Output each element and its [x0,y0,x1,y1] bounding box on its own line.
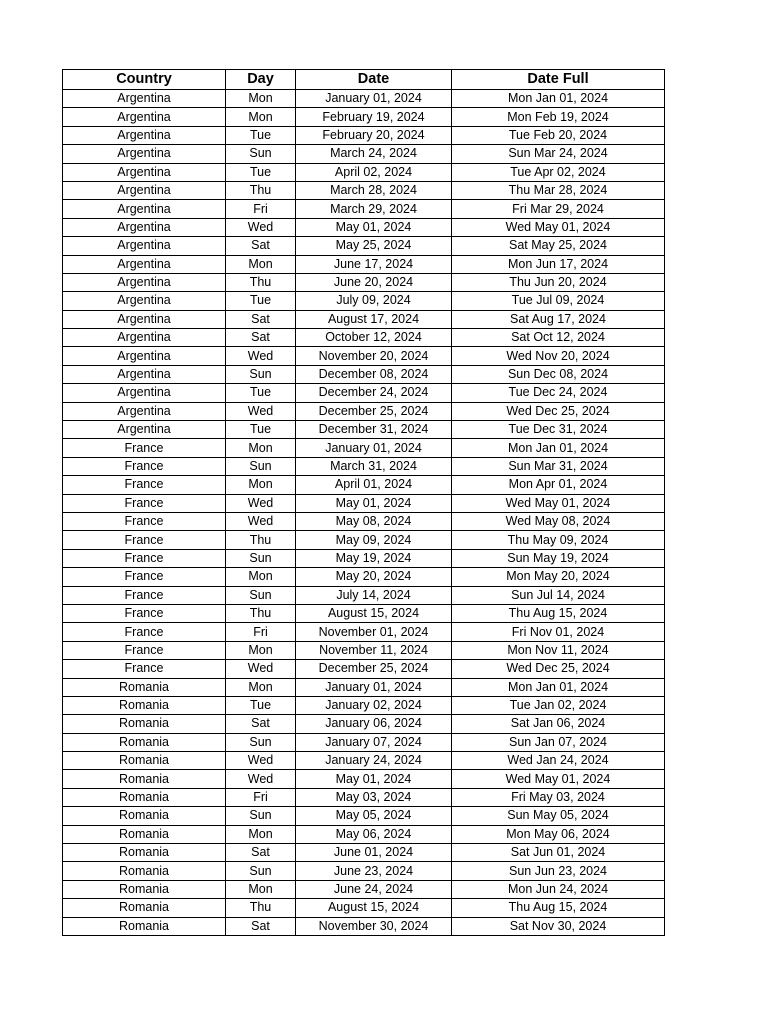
table-row [63,678,665,696]
cell-country: Argentina [63,329,226,347]
cell-day: Wed [226,770,296,788]
table-row [63,586,665,604]
cell-country: France [63,457,226,475]
cell-date: June 24, 2024 [296,880,452,898]
cell-date: May 19, 2024 [296,549,452,567]
cell-date: May 03, 2024 [296,788,452,806]
table-row [63,862,665,880]
cell-date: June 01, 2024 [296,844,452,862]
table-row [63,531,665,549]
cell-day: Fri [226,623,296,641]
cell-country: Argentina [63,310,226,328]
cell-date: January 01, 2024 [296,90,452,108]
cell-date-full: Thu Jun 20, 2024 [452,273,665,291]
cell-date: June 20, 2024 [296,273,452,291]
table-row [63,329,665,347]
cell-country: Argentina [63,273,226,291]
table-row [63,604,665,622]
header-country: Country [63,70,226,90]
cell-date-full: Tue Dec 24, 2024 [452,384,665,402]
cell-day: Mon [226,439,296,457]
cell-date-full: Fri May 03, 2024 [452,788,665,806]
table-row [63,255,665,273]
cell-day: Sat [226,715,296,733]
cell-date-full: Wed Dec 25, 2024 [452,402,665,420]
cell-date-full: Tue Apr 02, 2024 [452,163,665,181]
cell-country: Argentina [63,145,226,163]
cell-date-full: Sun Dec 08, 2024 [452,365,665,383]
cell-date-full: Sat Jan 06, 2024 [452,715,665,733]
table-row [63,402,665,420]
cell-date: May 01, 2024 [296,218,452,236]
cell-date-full: Tue Jul 09, 2024 [452,292,665,310]
table-row [63,90,665,108]
cell-country: Romania [63,696,226,714]
cell-date-full: Sun Jan 07, 2024 [452,733,665,751]
cell-country: France [63,660,226,678]
table-row [63,696,665,714]
cell-day: Mon [226,108,296,126]
cell-country: Argentina [63,163,226,181]
cell-country: Romania [63,825,226,843]
cell-country: France [63,512,226,530]
cell-country: France [63,641,226,659]
cell-country: France [63,531,226,549]
cell-date-full: Tue Jan 02, 2024 [452,696,665,714]
cell-day: Sat [226,237,296,255]
cell-day: Wed [226,402,296,420]
table-row [63,641,665,659]
table-row [63,200,665,218]
cell-country: Romania [63,844,226,862]
cell-date: January 01, 2024 [296,439,452,457]
cell-country: Romania [63,899,226,917]
cell-day: Mon [226,825,296,843]
table-row [63,549,665,567]
cell-date-full: Sun May 19, 2024 [452,549,665,567]
cell-day: Sun [226,457,296,475]
cell-day: Tue [226,292,296,310]
cell-date-full: Sun Jul 14, 2024 [452,586,665,604]
cell-country: Argentina [63,218,226,236]
table-row [63,181,665,199]
holiday-table [62,69,665,936]
cell-date: December 25, 2024 [296,402,452,420]
table-row [63,384,665,402]
cell-date-full: Sat Aug 17, 2024 [452,310,665,328]
cell-date-full: Wed May 08, 2024 [452,512,665,530]
cell-date-full: Mon May 06, 2024 [452,825,665,843]
cell-date-full: Mon Apr 01, 2024 [452,476,665,494]
cell-date: January 24, 2024 [296,752,452,770]
cell-date-full: Mon May 20, 2024 [452,568,665,586]
cell-date-full: Thu Aug 15, 2024 [452,604,665,622]
table-row [63,292,665,310]
cell-country: France [63,568,226,586]
cell-date: December 08, 2024 [296,365,452,383]
cell-day: Mon [226,90,296,108]
cell-date: March 31, 2024 [296,457,452,475]
cell-country: Argentina [63,237,226,255]
cell-day: Sun [226,733,296,751]
cell-country: Romania [63,733,226,751]
table-row [63,623,665,641]
cell-date-full: Wed Jan 24, 2024 [452,752,665,770]
cell-country: Argentina [63,108,226,126]
table-row [63,752,665,770]
cell-day: Sun [226,807,296,825]
table-row [63,494,665,512]
table-row [63,512,665,530]
table-row [63,126,665,144]
cell-day: Sat [226,310,296,328]
cell-date-full: Mon Nov 11, 2024 [452,641,665,659]
cell-day: Sat [226,844,296,862]
cell-day: Fri [226,788,296,806]
cell-date: May 01, 2024 [296,494,452,512]
cell-date-full: Tue Feb 20, 2024 [452,126,665,144]
cell-country: France [63,549,226,567]
table-row [63,880,665,898]
cell-date-full: Wed Nov 20, 2024 [452,347,665,365]
cell-date: May 01, 2024 [296,770,452,788]
cell-day: Thu [226,531,296,549]
header-date: Date [296,70,452,90]
cell-day: Fri [226,200,296,218]
cell-country: Romania [63,770,226,788]
cell-country: Romania [63,880,226,898]
cell-country: Romania [63,788,226,806]
table-row [63,108,665,126]
cell-date-full: Sun Jun 23, 2024 [452,862,665,880]
cell-date: March 24, 2024 [296,145,452,163]
cell-date: August 17, 2024 [296,310,452,328]
cell-date: May 06, 2024 [296,825,452,843]
cell-date: January 02, 2024 [296,696,452,714]
cell-day: Thu [226,181,296,199]
cell-day: Thu [226,604,296,622]
cell-date-full: Sun Mar 24, 2024 [452,145,665,163]
cell-date: December 31, 2024 [296,421,452,439]
cell-date: July 14, 2024 [296,586,452,604]
table-row [63,917,665,935]
cell-date-full: Sat Jun 01, 2024 [452,844,665,862]
table-row [63,770,665,788]
table-row [63,715,665,733]
cell-day: Mon [226,476,296,494]
cell-country: Argentina [63,255,226,273]
cell-date-full: Wed May 01, 2024 [452,494,665,512]
cell-date: February 19, 2024 [296,108,452,126]
cell-country: Argentina [63,421,226,439]
table-row [63,844,665,862]
table-row [63,310,665,328]
table-body [63,90,665,936]
cell-day: Wed [226,752,296,770]
cell-date: June 23, 2024 [296,862,452,880]
table-row [63,733,665,751]
cell-country: France [63,586,226,604]
cell-date: April 02, 2024 [296,163,452,181]
table-row [63,807,665,825]
cell-country: Argentina [63,402,226,420]
cell-country: Argentina [63,181,226,199]
cell-day: Sun [226,365,296,383]
cell-country: Romania [63,752,226,770]
cell-date-full: Tue Dec 31, 2024 [452,421,665,439]
cell-country: France [63,623,226,641]
cell-date: October 12, 2024 [296,329,452,347]
cell-day: Sat [226,329,296,347]
cell-date-full: Wed Dec 25, 2024 [452,660,665,678]
cell-country: France [63,439,226,457]
cell-day: Tue [226,696,296,714]
cell-date-full: Mon Jan 01, 2024 [452,678,665,696]
cell-date-full: Wed May 01, 2024 [452,770,665,788]
cell-day: Wed [226,660,296,678]
cell-day: Wed [226,512,296,530]
cell-date: November 11, 2024 [296,641,452,659]
table-row [63,365,665,383]
cell-date-full: Wed May 01, 2024 [452,218,665,236]
cell-date-full: Sat Nov 30, 2024 [452,917,665,935]
cell-country: Romania [63,917,226,935]
cell-date: November 20, 2024 [296,347,452,365]
table-row [63,421,665,439]
cell-date: November 30, 2024 [296,917,452,935]
cell-country: France [63,494,226,512]
cell-date: August 15, 2024 [296,604,452,622]
cell-date-full: Mon Feb 19, 2024 [452,108,665,126]
table-row [63,273,665,291]
cell-date-full: Mon Jun 17, 2024 [452,255,665,273]
table-row [63,788,665,806]
cell-country: Argentina [63,292,226,310]
cell-date-full: Sat Oct 12, 2024 [452,329,665,347]
cell-day: Thu [226,899,296,917]
cell-day: Sun [226,862,296,880]
table-row [63,237,665,255]
table-row [63,660,665,678]
cell-day: Mon [226,568,296,586]
cell-day: Tue [226,126,296,144]
cell-date-full: Sun Mar 31, 2024 [452,457,665,475]
cell-day: Sun [226,586,296,604]
cell-country: Argentina [63,200,226,218]
cell-date-full: Sun May 05, 2024 [452,807,665,825]
cell-date: March 28, 2024 [296,181,452,199]
cell-day: Wed [226,494,296,512]
cell-country: Argentina [63,384,226,402]
cell-date: May 09, 2024 [296,531,452,549]
cell-date: August 15, 2024 [296,899,452,917]
table-row [63,218,665,236]
cell-date-full: Fri Mar 29, 2024 [452,200,665,218]
cell-date: January 06, 2024 [296,715,452,733]
cell-date: February 20, 2024 [296,126,452,144]
cell-date: May 05, 2024 [296,807,452,825]
header-day: Day [226,70,296,90]
table-row [63,347,665,365]
cell-day: Tue [226,421,296,439]
cell-country: France [63,476,226,494]
cell-date: May 08, 2024 [296,512,452,530]
table-row [63,163,665,181]
cell-day: Mon [226,678,296,696]
cell-day: Tue [226,384,296,402]
cell-country: France [63,604,226,622]
cell-date: June 17, 2024 [296,255,452,273]
cell-day: Mon [226,255,296,273]
cell-country: Romania [63,715,226,733]
table-row [63,145,665,163]
cell-day: Sun [226,145,296,163]
cell-country: Romania [63,862,226,880]
cell-country: Romania [63,678,226,696]
cell-day: Wed [226,218,296,236]
cell-date-full: Thu Aug 15, 2024 [452,899,665,917]
cell-date: July 09, 2024 [296,292,452,310]
cell-day: Mon [226,641,296,659]
cell-date-full: Sat May 25, 2024 [452,237,665,255]
cell-day: Tue [226,163,296,181]
cell-date: January 07, 2024 [296,733,452,751]
cell-date: December 24, 2024 [296,384,452,402]
table-row [63,825,665,843]
cell-date-full: Thu May 09, 2024 [452,531,665,549]
cell-country: Romania [63,807,226,825]
cell-date-full: Mon Jan 01, 2024 [452,439,665,457]
cell-date-full: Fri Nov 01, 2024 [452,623,665,641]
table-row [63,568,665,586]
table-row [63,476,665,494]
cell-date-full: Thu Mar 28, 2024 [452,181,665,199]
cell-country: Argentina [63,90,226,108]
cell-day: Wed [226,347,296,365]
table-row [63,457,665,475]
cell-day: Mon [226,880,296,898]
cell-date: April 01, 2024 [296,476,452,494]
cell-country: Argentina [63,365,226,383]
cell-country: Argentina [63,126,226,144]
cell-date-full: Mon Jun 24, 2024 [452,880,665,898]
header-date-full: Date Full [452,70,665,90]
table-row [63,899,665,917]
cell-date-full: Mon Jan 01, 2024 [452,90,665,108]
cell-date: November 01, 2024 [296,623,452,641]
cell-country: Argentina [63,347,226,365]
cell-date: May 25, 2024 [296,237,452,255]
table-row [63,439,665,457]
cell-date: December 25, 2024 [296,660,452,678]
cell-date: May 20, 2024 [296,568,452,586]
cell-date: January 01, 2024 [296,678,452,696]
header-row [63,70,665,90]
cell-day: Sat [226,917,296,935]
cell-date: March 29, 2024 [296,200,452,218]
cell-day: Sun [226,549,296,567]
cell-day: Thu [226,273,296,291]
